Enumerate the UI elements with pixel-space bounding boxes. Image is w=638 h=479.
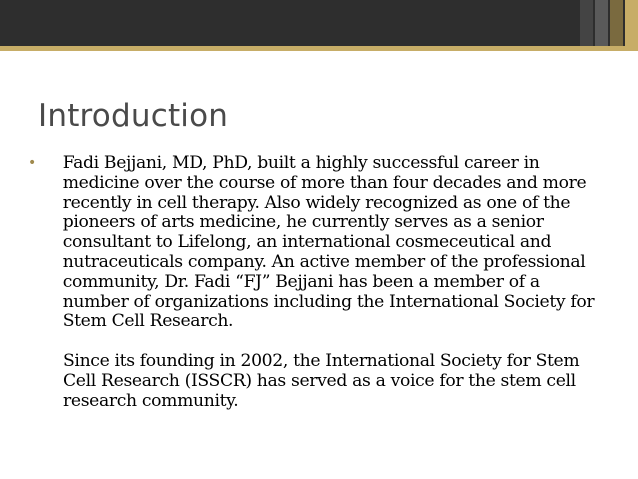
decor-square-3	[610, 0, 623, 46]
body-paragraph-1: Fadi Bejjani, MD, PhD, built a highly successful career in medicine over the course of more than four decades and more recently in cell therapy. Also widely recognized as one of the pioneers of arts medicine, he currently serves as a senior consultant to Lifelong, an international cosmeceutical and nutraceuticals company. An active member of the professional community, Dr. Fadi “FJ” Bejjani has been a member of a number of organizations including the International Society for Stem Cell Research.	[62, 153, 595, 332]
decor-square-1	[580, 0, 593, 46]
body-paragraph-2: Since its founding in 2002, the International Society for Stem Cell Research (ISSCR) has served as a voice for the stem cell research community.	[63, 351, 580, 411]
accent-line	[0, 46, 638, 51]
slide-title: Introduction	[38, 98, 229, 134]
slide-content	[28, 154, 608, 412]
decor-square-2	[595, 0, 608, 46]
decor-square-4	[625, 0, 638, 46]
bullet-item	[28, 154, 608, 332]
header-bar	[0, 0, 638, 46]
header-bar-fill	[0, 0, 578, 46]
bullet-icon: •	[28, 155, 37, 171]
